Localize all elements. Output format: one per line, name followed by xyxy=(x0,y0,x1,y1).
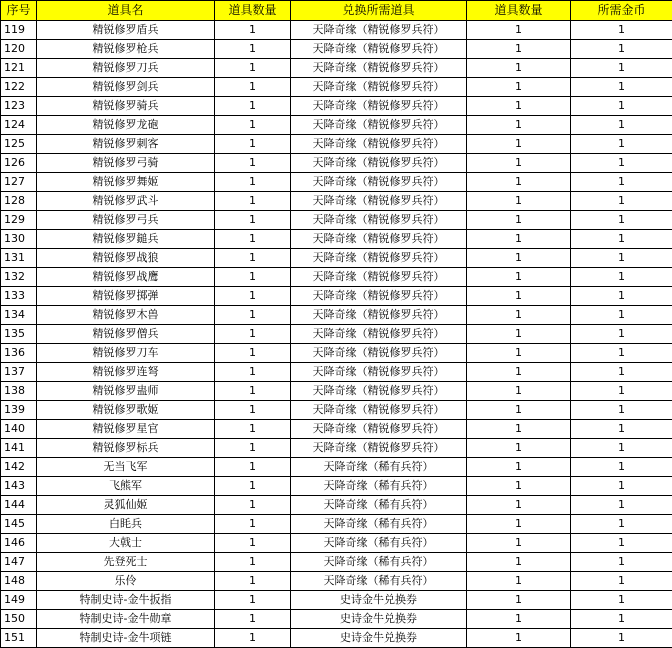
cell-index: 146 xyxy=(1,534,37,553)
cell-item-name: 精锐修罗龙砲 xyxy=(37,116,215,135)
cell-required-coins: 1 xyxy=(571,591,672,610)
cell-required-quantity: 1 xyxy=(467,97,571,116)
cell-item-name: 精锐修罗刺客 xyxy=(37,135,215,154)
cell-item-name: 精锐修罗剑兵 xyxy=(37,78,215,97)
cell-required-coins: 1 xyxy=(571,135,672,154)
cell-index: 119 xyxy=(1,21,37,40)
table-row xyxy=(1,249,672,268)
table-row xyxy=(1,591,672,610)
cell-required-item: 天降奇缘（精锐修罗兵符） xyxy=(291,344,467,363)
cell-item-quantity: 1 xyxy=(215,534,291,553)
table-row xyxy=(1,439,672,458)
cell-required-item: 天降奇缘（精锐修罗兵符） xyxy=(291,401,467,420)
cell-index: 147 xyxy=(1,553,37,572)
table-row xyxy=(1,59,672,78)
cell-item-name: 飞熊军 xyxy=(37,477,215,496)
cell-item-quantity: 1 xyxy=(215,610,291,629)
table-row xyxy=(1,610,672,629)
header-required-coins: 所需金币 xyxy=(571,1,672,21)
cell-index: 127 xyxy=(1,173,37,192)
cell-index: 132 xyxy=(1,268,37,287)
cell-item-quantity: 1 xyxy=(215,192,291,211)
cell-index: 134 xyxy=(1,306,37,325)
cell-required-item: 天降奇缘（精锐修罗兵符） xyxy=(291,173,467,192)
cell-required-item: 天降奇缘（精锐修罗兵符） xyxy=(291,21,467,40)
cell-required-item: 天降奇缘（稀有兵符） xyxy=(291,534,467,553)
cell-item-quantity: 1 xyxy=(215,78,291,97)
cell-item-name: 精锐修罗歌姬 xyxy=(37,401,215,420)
cell-required-quantity: 1 xyxy=(467,344,571,363)
cell-item-name: 白眊兵 xyxy=(37,515,215,534)
cell-required-item: 天降奇缘（精锐修罗兵符） xyxy=(291,306,467,325)
cell-required-item: 天降奇缘（精锐修罗兵符） xyxy=(291,135,467,154)
cell-item-name: 精锐修罗骑兵 xyxy=(37,97,215,116)
table-body xyxy=(1,21,672,648)
cell-required-item: 天降奇缘（精锐修罗兵符） xyxy=(291,59,467,78)
cell-required-quantity: 1 xyxy=(467,78,571,97)
cell-required-quantity: 1 xyxy=(467,249,571,268)
table-row xyxy=(1,154,672,173)
cell-item-name: 精锐修罗弓骑 xyxy=(37,154,215,173)
cell-required-coins: 1 xyxy=(571,306,672,325)
table-row xyxy=(1,572,672,591)
cell-required-item: 史诗金牛兑换券 xyxy=(291,591,467,610)
cell-required-quantity: 1 xyxy=(467,268,571,287)
cell-item-quantity: 1 xyxy=(215,515,291,534)
table-row xyxy=(1,515,672,534)
cell-required-coins: 1 xyxy=(571,572,672,591)
cell-item-name: 精锐修罗掷弹 xyxy=(37,287,215,306)
cell-required-quantity: 1 xyxy=(467,458,571,477)
cell-required-coins: 1 xyxy=(571,78,672,97)
cell-required-quantity: 1 xyxy=(467,534,571,553)
table-row xyxy=(1,230,672,249)
table-row xyxy=(1,211,672,230)
cell-required-coins: 1 xyxy=(571,116,672,135)
cell-item-quantity: 1 xyxy=(215,116,291,135)
cell-required-item: 天降奇缘（稀有兵符） xyxy=(291,458,467,477)
cell-required-item: 天降奇缘（精锐修罗兵符） xyxy=(291,116,467,135)
cell-required-coins: 1 xyxy=(571,154,672,173)
cell-required-item: 天降奇缘（精锐修罗兵符） xyxy=(291,40,467,59)
cell-item-quantity: 1 xyxy=(215,496,291,515)
header-required-quantity: 道具数量 xyxy=(467,1,571,21)
cell-index: 145 xyxy=(1,515,37,534)
table-row xyxy=(1,287,672,306)
table-row xyxy=(1,382,672,401)
cell-required-item: 天降奇缘（精锐修罗兵符） xyxy=(291,420,467,439)
cell-required-quantity: 1 xyxy=(467,21,571,40)
cell-required-coins: 1 xyxy=(571,629,672,648)
table-row xyxy=(1,306,672,325)
table-header xyxy=(1,1,672,21)
cell-index: 122 xyxy=(1,78,37,97)
cell-required-quantity: 1 xyxy=(467,116,571,135)
cell-item-quantity: 1 xyxy=(215,572,291,591)
cell-item-name: 精锐修罗弓兵 xyxy=(37,211,215,230)
cell-required-item: 天降奇缘（精锐修罗兵符） xyxy=(291,439,467,458)
cell-required-coins: 1 xyxy=(571,401,672,420)
cell-required-item: 天降奇缘（精锐修罗兵符） xyxy=(291,230,467,249)
cell-item-name: 精锐修罗刀兵 xyxy=(37,59,215,78)
table-row xyxy=(1,78,672,97)
cell-required-quantity: 1 xyxy=(467,40,571,59)
cell-required-quantity: 1 xyxy=(467,572,571,591)
cell-item-quantity: 1 xyxy=(215,629,291,648)
cell-required-quantity: 1 xyxy=(467,420,571,439)
cell-required-quantity: 1 xyxy=(467,439,571,458)
cell-item-name: 乐伶 xyxy=(37,572,215,591)
cell-item-quantity: 1 xyxy=(215,325,291,344)
cell-item-quantity: 1 xyxy=(215,306,291,325)
cell-index: 148 xyxy=(1,572,37,591)
header-row xyxy=(1,1,672,21)
cell-index: 128 xyxy=(1,192,37,211)
cell-item-name: 特制史诗-金牛项链 xyxy=(37,629,215,648)
cell-required-quantity: 1 xyxy=(467,382,571,401)
cell-required-coins: 1 xyxy=(571,363,672,382)
cell-item-quantity: 1 xyxy=(215,230,291,249)
cell-item-quantity: 1 xyxy=(215,420,291,439)
cell-item-name: 精锐修罗盾兵 xyxy=(37,21,215,40)
cell-required-quantity: 1 xyxy=(467,306,571,325)
cell-index: 136 xyxy=(1,344,37,363)
cell-item-quantity: 1 xyxy=(215,477,291,496)
cell-item-quantity: 1 xyxy=(215,40,291,59)
cell-required-item: 天降奇缘（稀有兵符） xyxy=(291,496,467,515)
cell-item-quantity: 1 xyxy=(215,211,291,230)
cell-required-item: 天降奇缘（精锐修罗兵符） xyxy=(291,192,467,211)
cell-index: 135 xyxy=(1,325,37,344)
cell-required-quantity: 1 xyxy=(467,211,571,230)
cell-required-quantity: 1 xyxy=(467,135,571,154)
cell-required-quantity: 1 xyxy=(467,610,571,629)
cell-required-coins: 1 xyxy=(571,496,672,515)
cell-item-quantity: 1 xyxy=(215,249,291,268)
cell-required-item: 天降奇缘（稀有兵符） xyxy=(291,553,467,572)
cell-required-coins: 1 xyxy=(571,325,672,344)
cell-index: 123 xyxy=(1,97,37,116)
cell-required-quantity: 1 xyxy=(467,363,571,382)
cell-required-coins: 1 xyxy=(571,477,672,496)
cell-required-quantity: 1 xyxy=(467,154,571,173)
table-row xyxy=(1,629,672,648)
cell-item-name: 特制史诗-金牛勋章 xyxy=(37,610,215,629)
cell-item-name: 精锐修罗武斗 xyxy=(37,192,215,211)
cell-index: 139 xyxy=(1,401,37,420)
cell-required-quantity: 1 xyxy=(467,591,571,610)
cell-required-coins: 1 xyxy=(571,59,672,78)
cell-item-name: 精锐修罗战狼 xyxy=(37,249,215,268)
cell-item-quantity: 1 xyxy=(215,458,291,477)
cell-item-name: 灵狐仙姬 xyxy=(37,496,215,515)
header-item-name: 道具名 xyxy=(37,1,215,21)
cell-required-item: 天降奇缘（精锐修罗兵符） xyxy=(291,287,467,306)
cell-item-name: 精锐修罗标兵 xyxy=(37,439,215,458)
cell-item-quantity: 1 xyxy=(215,21,291,40)
cell-required-quantity: 1 xyxy=(467,192,571,211)
cell-item-name: 精锐修罗战鹰 xyxy=(37,268,215,287)
cell-index: 125 xyxy=(1,135,37,154)
cell-index: 133 xyxy=(1,287,37,306)
cell-item-name: 精锐修罗蛊师 xyxy=(37,382,215,401)
cell-required-coins: 1 xyxy=(571,249,672,268)
cell-item-quantity: 1 xyxy=(215,287,291,306)
cell-item-quantity: 1 xyxy=(215,401,291,420)
cell-index: 143 xyxy=(1,477,37,496)
header-required-item: 兑换所需道具 xyxy=(291,1,467,21)
cell-item-quantity: 1 xyxy=(215,154,291,173)
cell-index: 129 xyxy=(1,211,37,230)
cell-index: 141 xyxy=(1,439,37,458)
cell-required-item: 天降奇缘（精锐修罗兵符） xyxy=(291,325,467,344)
cell-index: 121 xyxy=(1,59,37,78)
cell-item-name: 大戟士 xyxy=(37,534,215,553)
cell-item-quantity: 1 xyxy=(215,268,291,287)
cell-item-name: 精锐修罗刀车 xyxy=(37,344,215,363)
table-row xyxy=(1,553,672,572)
table-row xyxy=(1,40,672,59)
cell-index: 124 xyxy=(1,116,37,135)
table-row xyxy=(1,21,672,40)
cell-required-quantity: 1 xyxy=(467,230,571,249)
cell-required-quantity: 1 xyxy=(467,496,571,515)
cell-required-item: 天降奇缘（精锐修罗兵符） xyxy=(291,78,467,97)
cell-item-quantity: 1 xyxy=(215,382,291,401)
cell-required-item: 天降奇缘（精锐修罗兵符） xyxy=(291,363,467,382)
cell-item-quantity: 1 xyxy=(215,363,291,382)
cell-required-coins: 1 xyxy=(571,439,672,458)
cell-item-quantity: 1 xyxy=(215,344,291,363)
cell-item-name: 精锐修罗木兽 xyxy=(37,306,215,325)
table-row xyxy=(1,401,672,420)
cell-required-coins: 1 xyxy=(571,344,672,363)
cell-required-quantity: 1 xyxy=(467,515,571,534)
cell-required-quantity: 1 xyxy=(467,477,571,496)
cell-required-item: 天降奇缘（精锐修罗兵符） xyxy=(291,249,467,268)
cell-required-coins: 1 xyxy=(571,230,672,249)
table-row xyxy=(1,325,672,344)
cell-required-item: 天降奇缘（精锐修罗兵符） xyxy=(291,154,467,173)
cell-required-coins: 1 xyxy=(571,40,672,59)
cell-required-item: 天降奇缘（精锐修罗兵符） xyxy=(291,97,467,116)
cell-required-item: 天降奇缘（精锐修罗兵符） xyxy=(291,268,467,287)
cell-required-coins: 1 xyxy=(571,268,672,287)
cell-required-coins: 1 xyxy=(571,21,672,40)
cell-required-coins: 1 xyxy=(571,515,672,534)
cell-required-coins: 1 xyxy=(571,458,672,477)
table-row xyxy=(1,192,672,211)
header-item-quantity: 道具数量 xyxy=(215,1,291,21)
cell-item-name: 精锐修罗僧兵 xyxy=(37,325,215,344)
cell-required-coins: 1 xyxy=(571,382,672,401)
cell-required-coins: 1 xyxy=(571,610,672,629)
cell-required-quantity: 1 xyxy=(467,629,571,648)
table-row xyxy=(1,173,672,192)
table-row xyxy=(1,363,672,382)
cell-item-quantity: 1 xyxy=(215,591,291,610)
cell-index: 142 xyxy=(1,458,37,477)
cell-item-name: 精锐修罗枪兵 xyxy=(37,40,215,59)
table-row xyxy=(1,116,672,135)
cell-required-item: 天降奇缘（稀有兵符） xyxy=(291,572,467,591)
cell-item-quantity: 1 xyxy=(215,97,291,116)
header-index: 序号 xyxy=(1,1,37,21)
cell-index: 149 xyxy=(1,591,37,610)
cell-item-name: 精锐修罗鎚兵 xyxy=(37,230,215,249)
cell-required-coins: 1 xyxy=(571,553,672,572)
cell-item-name: 先登死士 xyxy=(37,553,215,572)
cell-item-quantity: 1 xyxy=(215,553,291,572)
cell-item-quantity: 1 xyxy=(215,439,291,458)
cell-index: 144 xyxy=(1,496,37,515)
cell-required-coins: 1 xyxy=(571,97,672,116)
cell-index: 150 xyxy=(1,610,37,629)
cell-required-quantity: 1 xyxy=(467,173,571,192)
cell-required-item: 天降奇缘（精锐修罗兵符） xyxy=(291,382,467,401)
cell-required-item: 天降奇缘（稀有兵符） xyxy=(291,515,467,534)
cell-item-name: 精锐修罗连弩 xyxy=(37,363,215,382)
cell-required-item: 天降奇缘（精锐修罗兵符） xyxy=(291,211,467,230)
cell-index: 151 xyxy=(1,629,37,648)
cell-item-quantity: 1 xyxy=(215,59,291,78)
cell-required-coins: 1 xyxy=(571,534,672,553)
cell-item-name: 精锐修罗星官 xyxy=(37,420,215,439)
cell-required-coins: 1 xyxy=(571,211,672,230)
cell-required-coins: 1 xyxy=(571,287,672,306)
cell-index: 140 xyxy=(1,420,37,439)
cell-required-item: 天降奇缘（稀有兵符） xyxy=(291,477,467,496)
cell-required-quantity: 1 xyxy=(467,325,571,344)
table-row xyxy=(1,97,672,116)
table-row xyxy=(1,268,672,287)
cell-required-quantity: 1 xyxy=(467,553,571,572)
cell-index: 131 xyxy=(1,249,37,268)
cell-required-quantity: 1 xyxy=(467,59,571,78)
cell-index: 138 xyxy=(1,382,37,401)
cell-required-quantity: 1 xyxy=(467,401,571,420)
cell-index: 120 xyxy=(1,40,37,59)
table-row xyxy=(1,344,672,363)
table-row xyxy=(1,458,672,477)
cell-required-coins: 1 xyxy=(571,420,672,439)
cell-item-quantity: 1 xyxy=(215,135,291,154)
table-row xyxy=(1,420,672,439)
cell-index: 137 xyxy=(1,363,37,382)
cell-required-item: 史诗金牛兑换券 xyxy=(291,629,467,648)
cell-item-name: 特制史诗-金牛扳指 xyxy=(37,591,215,610)
cell-required-coins: 1 xyxy=(571,192,672,211)
table-row xyxy=(1,534,672,553)
table-row xyxy=(1,135,672,154)
cell-required-quantity: 1 xyxy=(467,287,571,306)
cell-item-name: 无当飞军 xyxy=(37,458,215,477)
cell-required-coins: 1 xyxy=(571,173,672,192)
table-row xyxy=(1,477,672,496)
cell-item-quantity: 1 xyxy=(215,173,291,192)
table-row xyxy=(1,496,672,515)
cell-index: 126 xyxy=(1,154,37,173)
cell-item-name: 精锐修罗舞姬 xyxy=(37,173,215,192)
cell-required-item: 史诗金牛兑换券 xyxy=(291,610,467,629)
cell-index: 130 xyxy=(1,230,37,249)
